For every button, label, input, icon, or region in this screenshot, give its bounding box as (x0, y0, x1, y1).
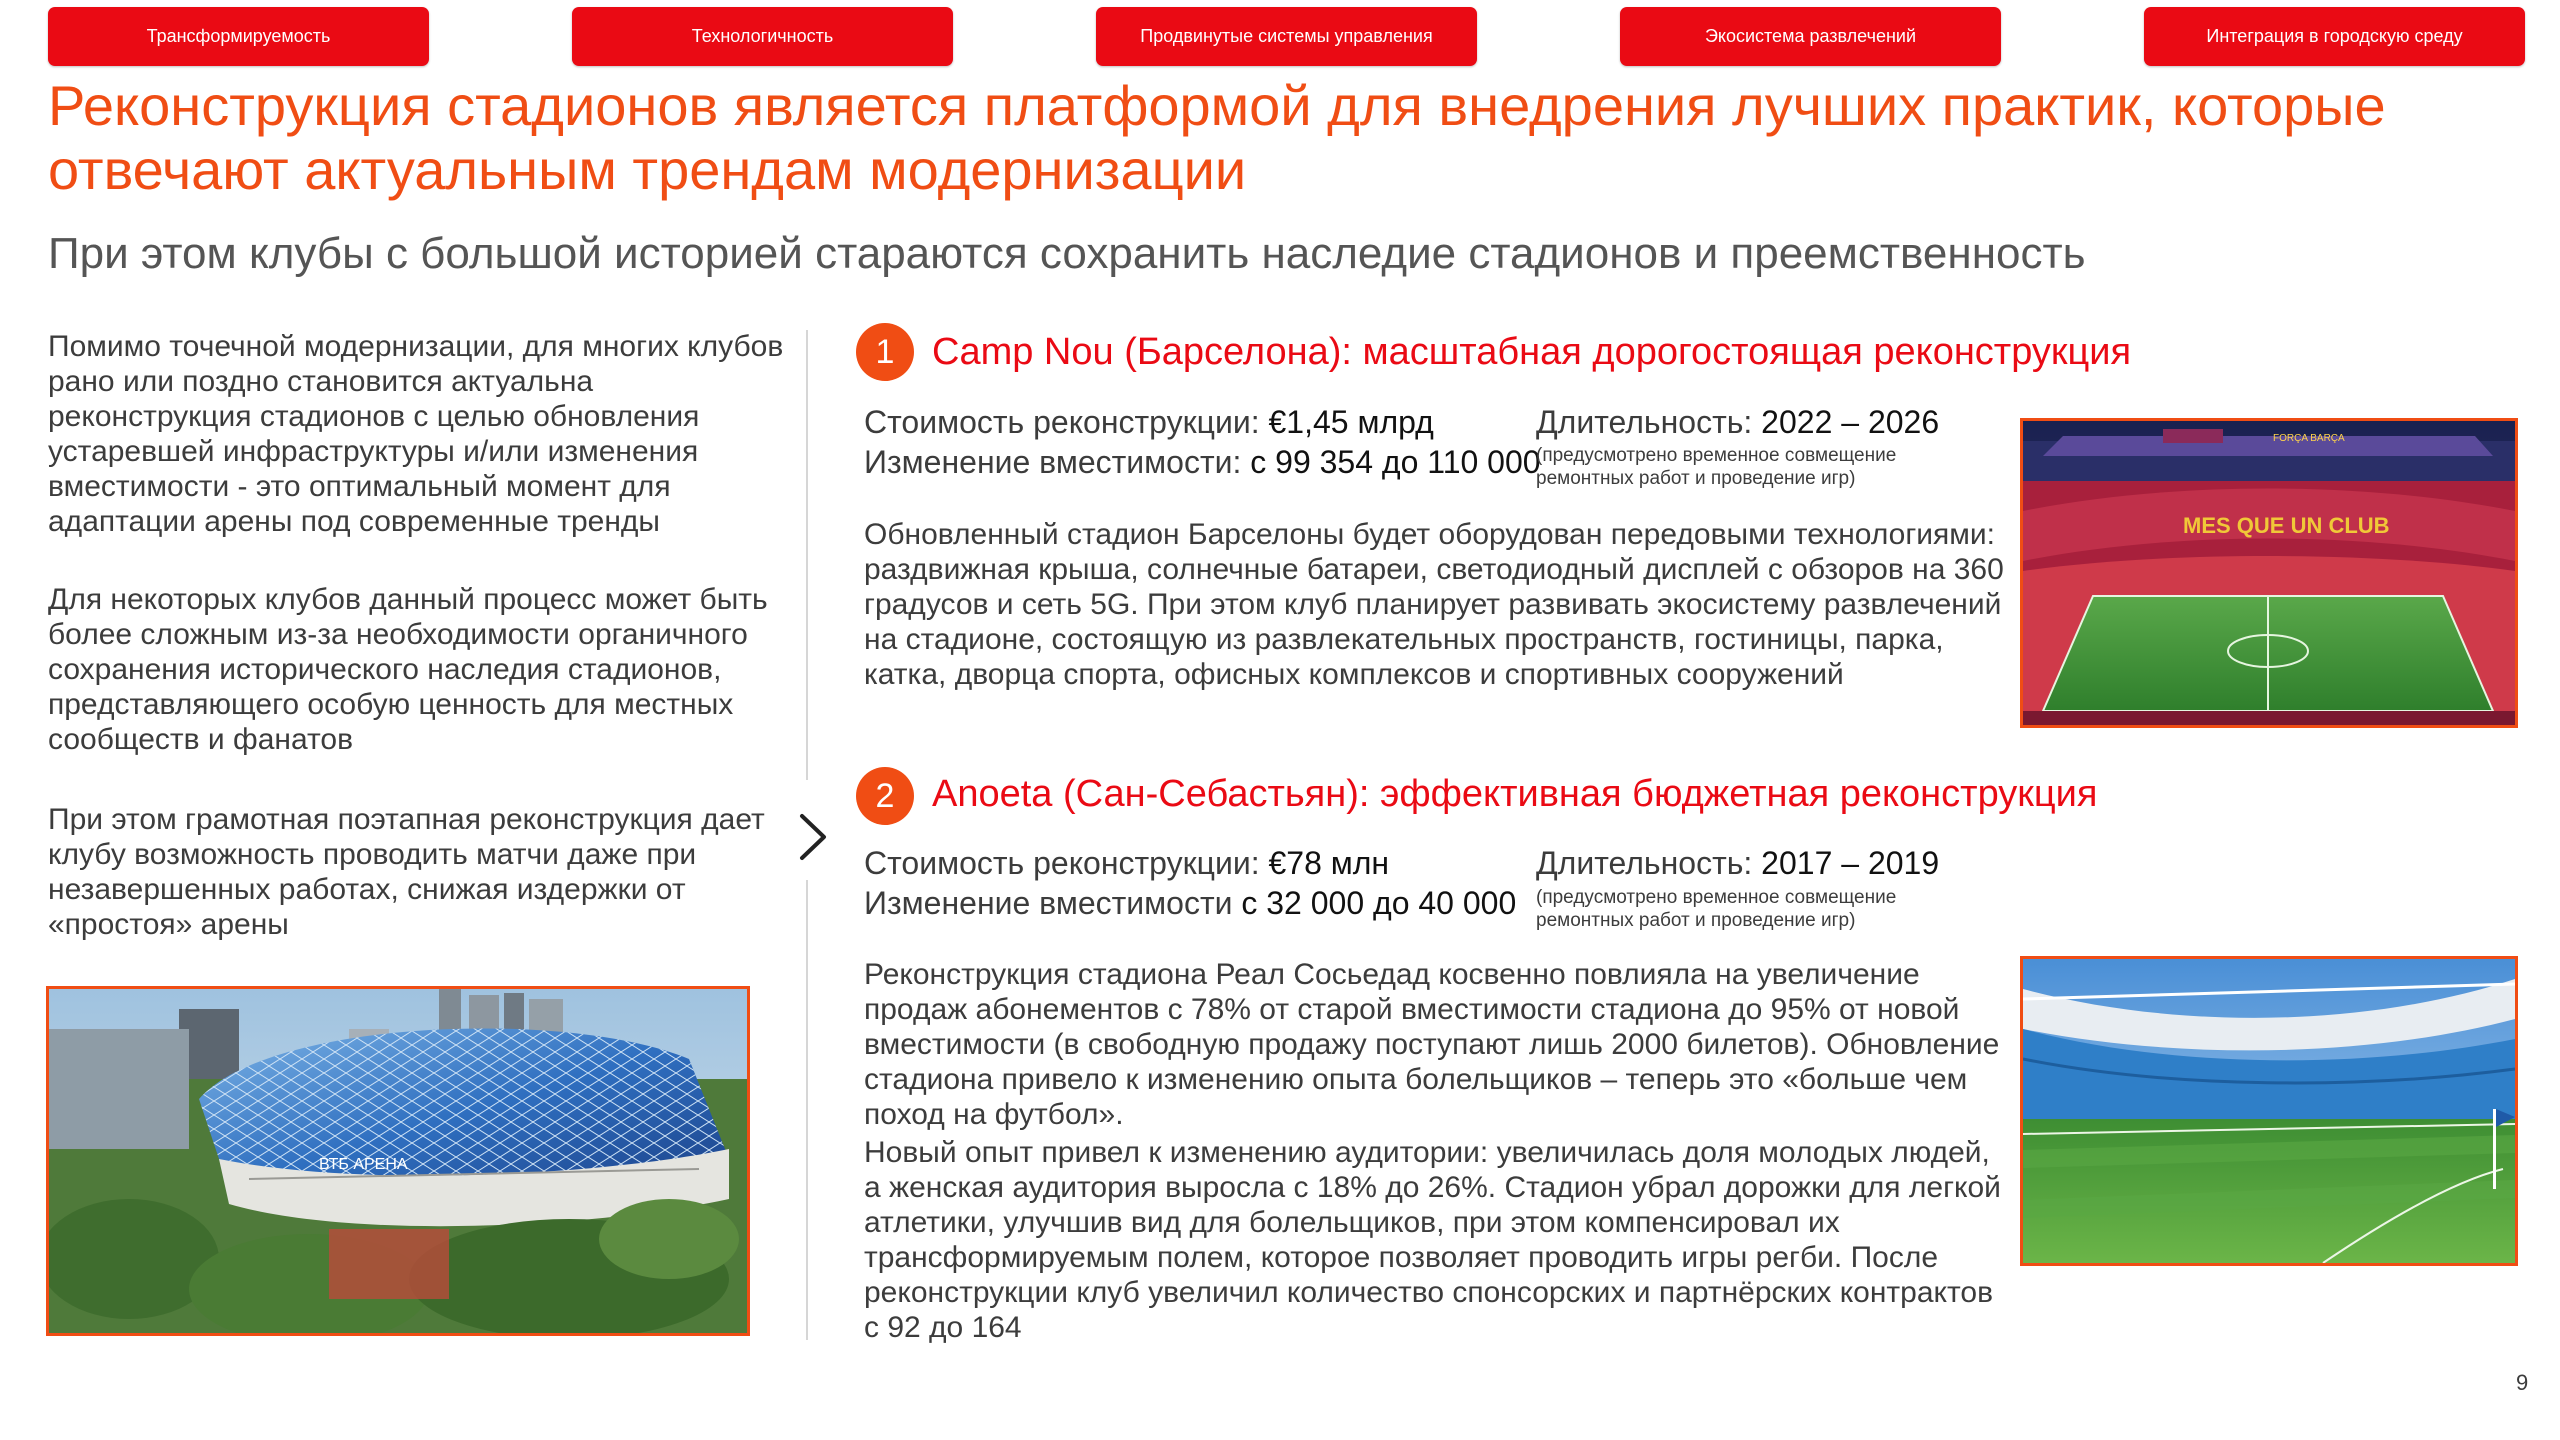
case2-capacity (864, 883, 1516, 923)
left-paragraph-3: При этом грамотная поэтапная реконструкция дает клубу возможность проводить матчи даже при незавершенных работах, снижая издержки от «простоя» арены (48, 803, 765, 941)
camp-nou-photo (2020, 418, 2518, 728)
case2-duration-label: Длительность: (1536, 845, 1762, 881)
case2-cost-value: €78 млн (1268, 845, 1390, 881)
case1-duration-label: Длительность: (1536, 404, 1762, 440)
chevron-right-icon (796, 812, 830, 862)
case2-duration-value: 2017 – 2019 (1761, 845, 1940, 881)
case1-duration (1536, 402, 1939, 442)
page-subtitle: При этом клубы с большой историей стараются сохранить наследие стадионов и преемственность (48, 229, 2086, 278)
camp-nou-banner-text: FORÇA BARÇA (2273, 433, 2345, 444)
case1-cost-value: €1,45 млрд (1268, 404, 1434, 440)
case2-capacity-value: с 32 000 до 40 000 (1241, 885, 1517, 921)
case1-cost-label: Стоимость реконструкции: (864, 404, 1269, 440)
case1-note: (предусмотрено временное совмещение ремонтных работ и проведение игр) (1536, 445, 1897, 489)
arena-sign-text: ВТБ АРЕНА (319, 1156, 408, 1173)
case-title-anoeta: Anoeta (Сан-Себастьян): эффективная бюджетная реконструкция (932, 773, 2098, 815)
case-number-badge: 2 (856, 767, 914, 825)
anoeta-photo (2020, 956, 2518, 1266)
page-number: 9 (2516, 1370, 2529, 1395)
case2-description-1: Реконструкция стадиона Реал Сосьедад косвенно повлияла на увеличение продаж абонементов с 78% от старой вместимости стадиона до 95% от новой вместимости (в свободную продажу поступают лишь 2000 билетов). Обновление стадиона привело к изменению опыта болельщиков – теперь это «больше чем поход на футбол». (864, 958, 2000, 1131)
case1-capacity-value: с 99 354 до 110 000 (1250, 444, 1541, 480)
tab-transformability[interactable]: Трансформируемость (48, 7, 429, 66)
case1-capacity (864, 442, 1541, 482)
tab-management-systems[interactable]: Продвинутые системы управления (1096, 7, 1477, 66)
case2-note: (предусмотрено временное совмещение ремонтных работ и проведение игр) (1536, 887, 1897, 931)
case1-capacity-label: Изменение вместимости: (864, 444, 1251, 480)
column-divider-top (806, 330, 808, 780)
left-paragraph-2: Для некоторых клубов данный процесс может быть более сложным из-за необходимости органичного сохранения исторического наследия стадионов, представляющего особую ценность для местных сообществ и фанатов (48, 583, 768, 756)
case1-description: Обновленный стадион Барселоны будет оборудован передовыми технологиями: раздвижная крыша, солнечные батареи, светодиодный дисплей с обзоров на 360 градусов и сеть 5G. При этом клуб планирует развивать экосистему развлечений на стадионе, состоящую из развлекательных пространств, гостиницы, парка, катка, дворца спорта, офисных комплексов и спортивных сооружений (864, 518, 2004, 691)
case2-cost-label: Стоимость реконструкции: (864, 845, 1269, 881)
case2-description-2: Новый опыт привел к изменению аудитории: увеличилась доля молодых людей, а женская аудитория выросла с 18% до 26%. Стадион убрал дорожки для легкой атлетики, улучшив вид для болельщиков, при этом компенсировал их трансформируемым полем, которое позволяет проводить игры регби. После реконструкции клуб увеличил количество спонсорских и партнёрских контрактов с 92 до 164 (864, 1136, 2001, 1344)
case2-duration (1536, 843, 1939, 883)
tab-technology[interactable]: Технологичность (572, 7, 953, 66)
left-paragraph-1: Помимо точечной модернизации, для многих клубов рано или поздно становится актуальна реконструкция стадионов с целью обновления устаревшей инфраструктуры и/или изменения вместимости - это оптимальный момент для адаптации арены под современные тренды (48, 330, 784, 538)
case-title-camp-nou: Camp Nou (Барселона): масштабная дорогостоящая реконструкция (932, 331, 2132, 373)
page-title: Реконструкция стадионов является платформой для внедрения лучших практик, которые отвечают актуальным трендам модернизации (48, 74, 2386, 201)
case2-capacity-label: Изменение вместимости (864, 885, 1242, 921)
vtb-arena-photo (46, 986, 750, 1336)
case1-cost (864, 402, 1434, 442)
camp-nou-seat-text: MES QUE UN CLUB (2183, 513, 2390, 538)
case1-duration-value: 2022 – 2026 (1761, 404, 1940, 440)
top-tabs (0, 0, 2560, 80)
case-number-badge: 1 (856, 323, 914, 381)
tab-entertainment-ecosystem[interactable]: Экосистема развлечений (1620, 7, 2001, 66)
case2-cost (864, 843, 1389, 883)
tab-urban-integration[interactable]: Интеграция в городскую среду (2144, 7, 2525, 66)
column-divider-bottom (806, 880, 808, 1340)
